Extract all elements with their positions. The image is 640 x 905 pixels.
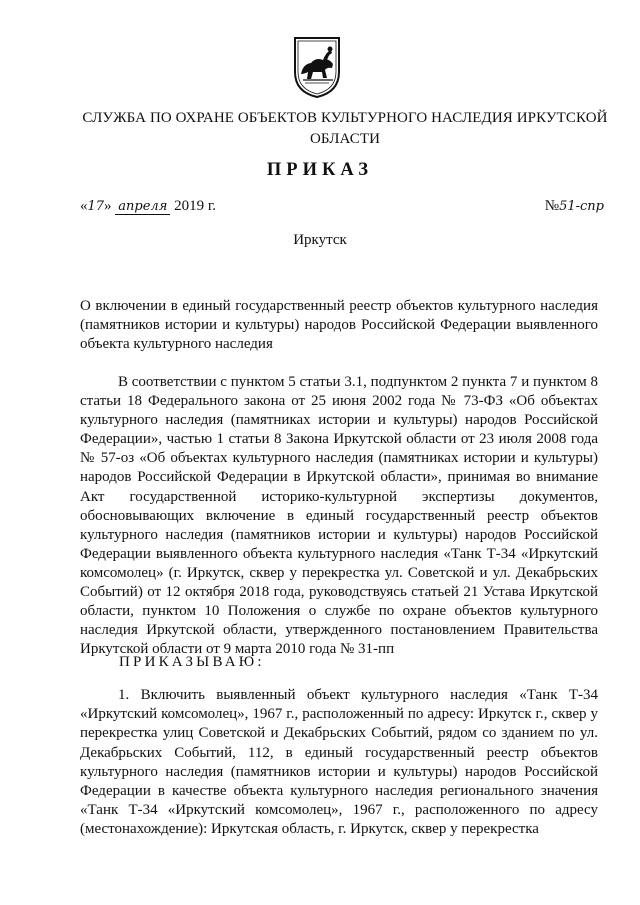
date-day: 17	[87, 199, 105, 214]
order-subject: О включении в единый государственный реестр объектов культурного наследия (памятников истории и культуры) народов Российской Федерации выявленного объекта культурного наследия	[80, 298, 598, 353]
irkutsk-coat-of-arms-icon	[289, 34, 345, 100]
order-word: ПРИКАЗЫВАЮ:	[119, 654, 265, 670]
date-year: 2019 г.	[174, 198, 217, 214]
order-number	[545, 198, 604, 215]
date-month: апреля	[115, 199, 170, 215]
city-name: Иркутск	[293, 232, 347, 248]
preamble-paragraph: В соответствии с пунктом 5 статьи 3.1, подпунктом 2 пункта 7 и пунктом 8 статьи 18 Федерального закона от 25 июня 2002 года № 73-ФЗ «Об объектах культурного наследия (памятниках истории и культуры) народов Российской Федерации», частью 1 статьи 8 Закона Иркутской области от 23 июля 2008 года № 57-оз «Об объектах культурного наследия (памятниках истории и культуры) народов Российской Федерации в Иркутской области», принимая во внимание Акт государственной историко-культурной экспертизы документов, обосновывающих включение в единый государственный реестр объектов культурного наследия (памятников истории и культуры) народов Российской Федерации выявленного объекта культурного наследия «Танк Т-34 «Иркутский комсомолец» (г. Иркутск, сквер у перекрестка ул. Советской и ул. Декабрьских Событий) от 12 октября 2018 года, руководствуясь статьей 21 Устава Иркутской области, пунктом 10 Положения о службе по охране объектов культурного наследия Иркутской области, утвержденного постановлением Правительства Иркутской области от 9 марта 2010 года № 31-пп	[80, 374, 598, 658]
organization-name: СЛУЖБА ПО ОХРАНЕ ОБЪЕКТОВ КУЛЬТУРНОГО НАСЛЕДИЯ ИРКУТСКОЙ ОБЛАСТИ	[82, 110, 608, 147]
number-prefix: №	[544, 198, 560, 214]
number-value: 51-спр	[559, 199, 604, 214]
date-quote-close: »	[104, 198, 112, 214]
order-date	[80, 198, 216, 215]
date-quote-open: «	[80, 198, 88, 214]
order-item-1: 1. Включить выявленный объект культурного наследия «Танк Т-34 «Иркутский комсомолец», 1967 г., расположенный по адресу: Иркутск г., сквер у перекрестка улиц Советской и Декабрьских Событий, рядом со зданием по ул. Декабрьских Событий, 112, в единый государственный реестр объектов культурного наследия (памятников истории и культуры) народов Российской Федерации в качестве объекта культурного наследия регионального значения «Танк Т-34 «Иркутский комсомолец», 1967 г., расположенного по адресу (местонахождение): Иркутская область, г. Иркутск, сквер у перекрестка	[80, 687, 598, 838]
document-type-title: ПРИКАЗ	[266, 160, 374, 180]
